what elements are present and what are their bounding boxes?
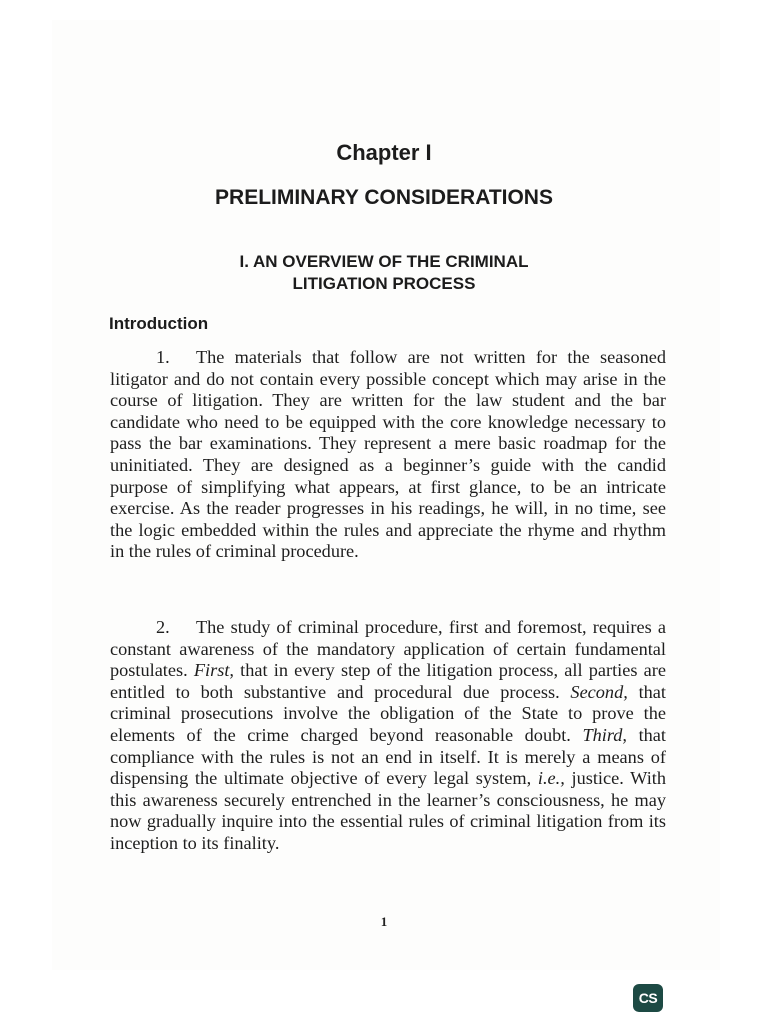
paragraph-text [110,617,666,855]
section-heading-line: LITIGATION PROCESS [292,274,476,293]
text-segment: justice. With this awareness securely entrenched in the learner’s consciousness, he may now gradually inquire into the essential rules of criminal litigation from its inception to its finality. [110,768,666,853]
paragraph-number: 2. [156,617,170,637]
emphasis-text: Second, [570,681,628,702]
subheading-introduction: Introduction [109,314,209,333]
page-number: 1 [380,914,388,929]
text-segment: that in every step of the litigation process, all parties are entitled to both substantive and procedural due process. [110,660,666,702]
paragraph-1 [110,347,666,563]
paragraph-2 [110,617,666,855]
camscanner-badge[interactable]: CS [633,984,663,1012]
text-segment: The materials that follow are not written for the seasoned litigator and do not contain every possible concept which may arise in the course of litigation. They are written for the law student and the bar candidate who need to be equipped with the core knowledge necessary to pass the bar examinations. They represent a mere basic roadmap for the uninitiated. They are designed as a beginner’s guide with the candid purpose of simplifying what appears, at first glance, to be an intricate exercise. As the reader progresses in his readings, he will, in no time, see the logic embedded within the rules and appreciate the rhyme and rhythm in the rules of criminal procedure. [110,347,666,562]
chapter-label: Chapter I [336,140,432,165]
text-segment: that compliance with the rules is not an end in itself. It is merely a means of dispensing the ultimate objective of every legal system, [110,724,666,789]
emphasis-text: Third, [582,724,627,745]
section-heading [0,251,768,295]
text-segment: The study of criminal procedure, first and foremost, requires a constant awareness of the mandatory application of certain fundamental postulates. [110,617,666,681]
emphasis-text: First, [193,660,234,681]
emphasis-text: i.e., [537,768,565,789]
text-segment: that criminal prosecutions involve the obligation of the State to prove the elements of the crime charged beyond reasonable doubt. [110,681,666,745]
paragraph-text [110,347,666,563]
section-heading-line: I. AN OVERVIEW OF THE CRIMINAL [239,252,529,271]
chapter-title: PRELIMINARY CONSIDERATIONS [215,186,553,209]
paragraph-number: 1. [156,347,170,367]
